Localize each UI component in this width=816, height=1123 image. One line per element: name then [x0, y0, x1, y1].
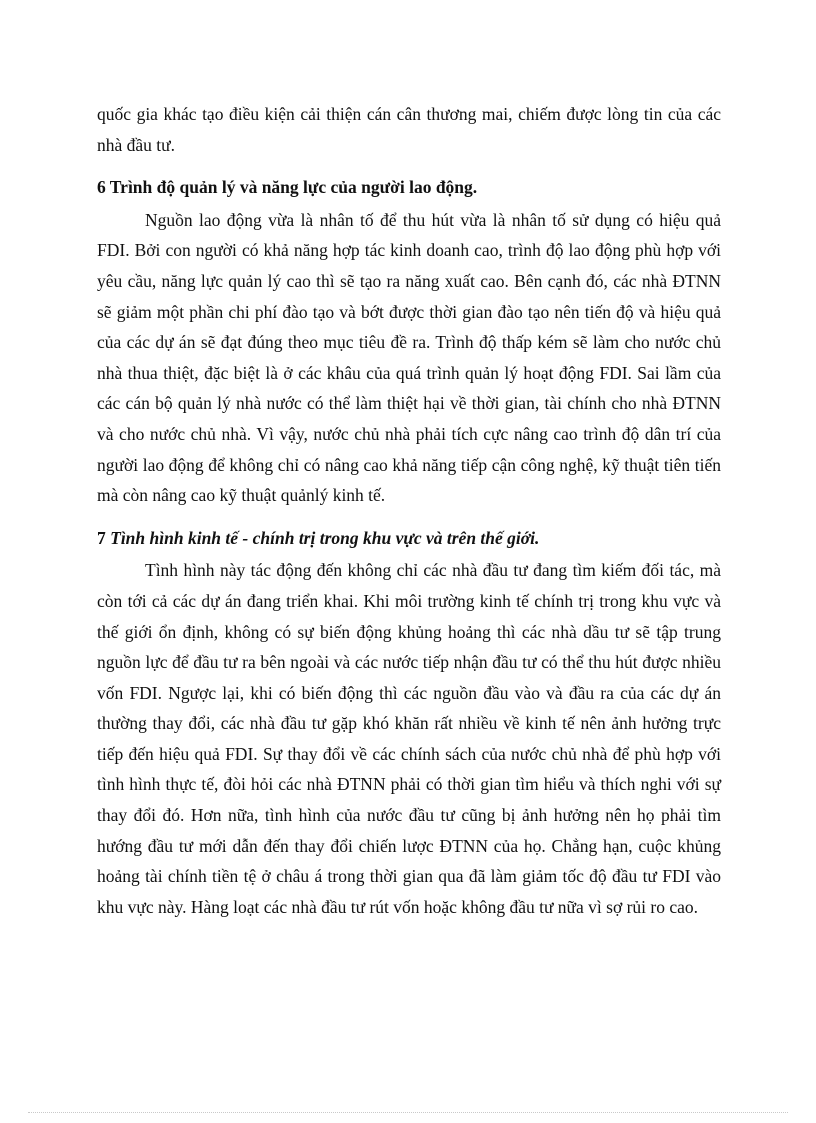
- section-6-paragraph: Nguồn lao động vừa là nhân tố để thu hút vừa là nhân tố sử dụng có hiệu quả FDI. Bởi con người có khả năng hợp tác kinh doanh cao, trình độ lao động phù hợp với yêu cầu, năng lực quản lý cao thì sẽ tạo ra năng xuất cao. Bên cạnh đó, các nhà ĐTNN sẽ giảm một phần chi phí đào tạo và bớt được thời gian đào tạo nên tiến độ và hiệu quả của các dự án sẽ đạt đúng theo mục tiêu đề ra. Trình độ thấp kém sẽ làm cho nước chủ nhà thua thiệt, đặc biệt là ở các khâu của quá trình quản lý hoạt động FDI. Sai lầm của các cán bộ quản lý nhà nước có thể làm thiệt hại về thời gian, tài chính cho nhà ĐTNN và cho nước chủ nhà. Vì vậy, nước chủ nhà phải tích cực nâng cao trình độ dân trí của người lao động để không chỉ có nâng cao khả năng tiếp cận công nghệ, kỹ thuật tiên tiến mà còn nâng cao kỹ thuật quảnlý kinh tế.: [97, 209, 721, 506]
- section-6-heading: 6 Trình độ quản lý và năng lực của người lao động.: [97, 177, 478, 198]
- section-7-heading-text: Tình hình kinh tế - chính trị trong khu vực và trên thế giới.: [110, 527, 540, 548]
- page-bottom-dotted-line: [28, 1112, 788, 1113]
- section-7-paragraph: Tình hình này tác động đến không chỉ các nhà đầu tư đang tìm kiếm đối tác, mà còn tới cả các dự án đang triển khai. Khi môi trường kinh tế chính trị trong khu vực và thế giới ổn định, không có sự biến động khủng hoảng thì các nhà dầu tư sẽ tập trung nguồn lực để đầu tư ra bên ngoài và các nước tiếp nhận đầu tư có thể thu hút được nhiều vốn FDI. Ngược lại, khi có biến động thì các nguồn đầu vào và đầu ra của các dự án thường thay đổi, các nhà đầu tư gặp khó khăn rất nhiều về kinh tế nên ảnh hưởng trực tiếp đến hiệu quả FDI. Sự thay đổi về các chính sách của nước chủ nhà để phù hợp với tình hình thực tế, đòi hỏi các nhà ĐTNN phải có thời gian tìm hiểu và thích nghi với sự thay đổi đó. Hơn nữa, tình hình của nước đầu tư cũng bị ảnh hưởng nên họ phải tìm hướng đầu tư mới dẫn đến thay đổi chiến lược ĐTNN của họ. Chẳng hạn, cuộc khủng hoảng tài chính tiền tệ ở châu á trong thời gian qua đã làm giảm tốc độ đầu tư FDI vào khu vực này. Hàng loạt các nhà đầu tư rút vốn hoặc không đầu tư nữa vì sợ rủi ro cao.: [97, 560, 721, 917]
- intro-paragraph: quốc gia khác tạo điều kiện cải thiện cán cân thương mai, chiếm được lòng tin của các nhà đầu tư.: [97, 104, 721, 155]
- document-body: [97, 99, 721, 922]
- section-7-heading-number: 7: [97, 527, 106, 548]
- section-7-heading: [97, 523, 721, 554]
